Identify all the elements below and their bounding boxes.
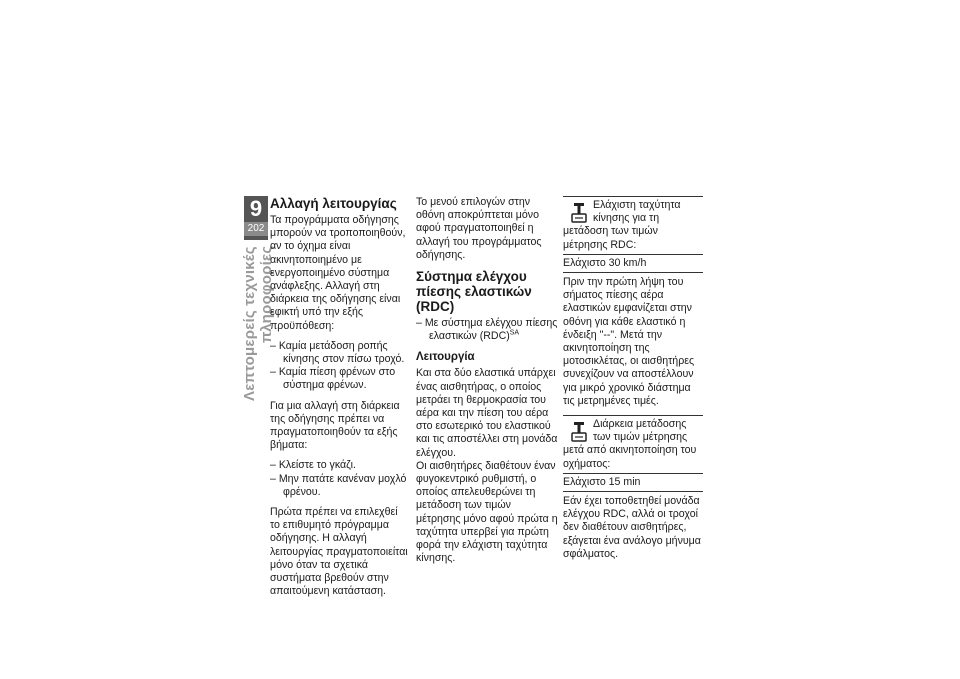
steps-list (270, 459, 410, 499)
list-item: – Με σύστημα ελέγχου πίεσης ελαστικών (RDC)$^{SA}$ (416, 317, 558, 343)
column-2 (416, 196, 558, 572)
paragraph: Οι αισθητήρες διαθέτουν έναν φυγοκεντρικό ρυθμιστή, ο οποίος απελευθερώνει τη μετάδοση των τιμών μέτρησης μόνο αφού πρώτα η ταχύτητα υπερβεί για πρώτη φορά την ελάχιστη ταχύτητα κίνησης. (416, 459, 558, 565)
spec-box-transmit-duration (563, 415, 703, 492)
spec-text: Ελάχιστη ταχύτητα κίνησης για τη μετάδοση των τιμών μέτρησης RDC: (563, 199, 681, 251)
list-item: – Καμία μετάδοση ροπής κίνησης στον πίσω τροχό. (270, 340, 410, 366)
column-3 (563, 196, 703, 568)
heading-rdc: Σύστημα ελέγχου πίεσης ελαστικών (RDC) (416, 269, 532, 315)
paragraph: Το μενού επιλογών στην οθόνη αποκρύπτεται μόνο αφού πραγματοποιηθεί η αλλαγή του προγράμματος οδήγησης. (416, 196, 542, 261)
paragraph: Τα προγράμματα οδήγησης μπορούν να τροποποιηθούν, αν το όχημα είναι ακινητοποιημένο με ενεργοποιημένο σύστημα ανάφλεξης. Αλλαγή στη διάρκεια της οδήγησης είναι εφικτή υπό την εξής προϋπόθεση: (270, 214, 406, 332)
spec-value: Ελάχιστο 30 km/h (563, 254, 703, 272)
column-1 (270, 196, 410, 605)
chapter-tab (244, 196, 268, 240)
paragraph: Πρώτα πρέπει να επιλεχθεί το επιθυμητό πρόγραμμα οδήγησης. Η αλλαγή λειτουργίας πραγματοποιείται μόνο όταν τα σχετικά συστήματα βρεθούν στην απαιτούμενη κατάσταση. (270, 506, 408, 598)
list-item: – Καμία πίεση φρένων στο σύστημα φρένων. (270, 366, 410, 392)
condition-list (270, 340, 410, 393)
list-item: – Κλείστε το γκάζι. (270, 459, 410, 472)
page-number: 202 (244, 222, 268, 236)
chapter-number: 9 (249, 196, 263, 221)
equipment-list (416, 317, 558, 343)
paragraph: Για μια αλλαγή στη διάρκεια της οδήγησης πρέπει να πραγματοποιηθούν τα εξής βήματα: (270, 399, 400, 452)
paragraph: Και στα δύο ελαστικά υπάρχει ένας αισθητήρας, ο οποίος μετράει τη θερμοκρασία του αέρα και την πίεση του αέρα στο εσωτερικό του ελαστικού και τις αποστέλλει στη μονάδα ελέγχου. (416, 367, 558, 459)
section-label: Λεπτομερείς τεχνικές πληροφορίες (241, 246, 275, 401)
heading-mode-change: Αλλαγή λειτουργίας (270, 196, 397, 211)
spec-box-min-speed (563, 196, 703, 273)
paragraph: Πριν την πρώτη λήψη του σήματος πίεσης αέρα ελαστικών εμφανίζεται στην οθόνη για κάθε ελαστικό η ένδειξη "--". Μετά την ακινητοποίηση της μοτοσικλέτας, οι αισθητήρες συνεχίζουν να αποστέλλουν για μικρό χρονικό διάστημα τις μετρημένες τιμές. (563, 276, 695, 407)
tyre-pressure-icon (569, 201, 589, 225)
paragraph: Εάν έχει τοποθετηθεί μονάδα ελέγχου RDC, αλλά οι τροχοί δεν διαθέτουν αισθητήρες, εξάγεται ένα ανάλογο μήνυμα σφάλματος. (563, 495, 701, 560)
tyre-pressure-icon (569, 420, 589, 444)
option-superscript: SA (509, 329, 520, 337)
spec-text: Διάρκεια μετάδοσης των τιμών μέτρησης μετά από ακινητοποίηση του οχήματος: (563, 418, 697, 470)
spec-value: Ελάχιστο 15 min (563, 473, 703, 491)
subheading-function: Λειτουργία (416, 351, 475, 364)
list-item: – Μην πατάτε κανέναν μοχλό φρένου. (270, 473, 410, 499)
